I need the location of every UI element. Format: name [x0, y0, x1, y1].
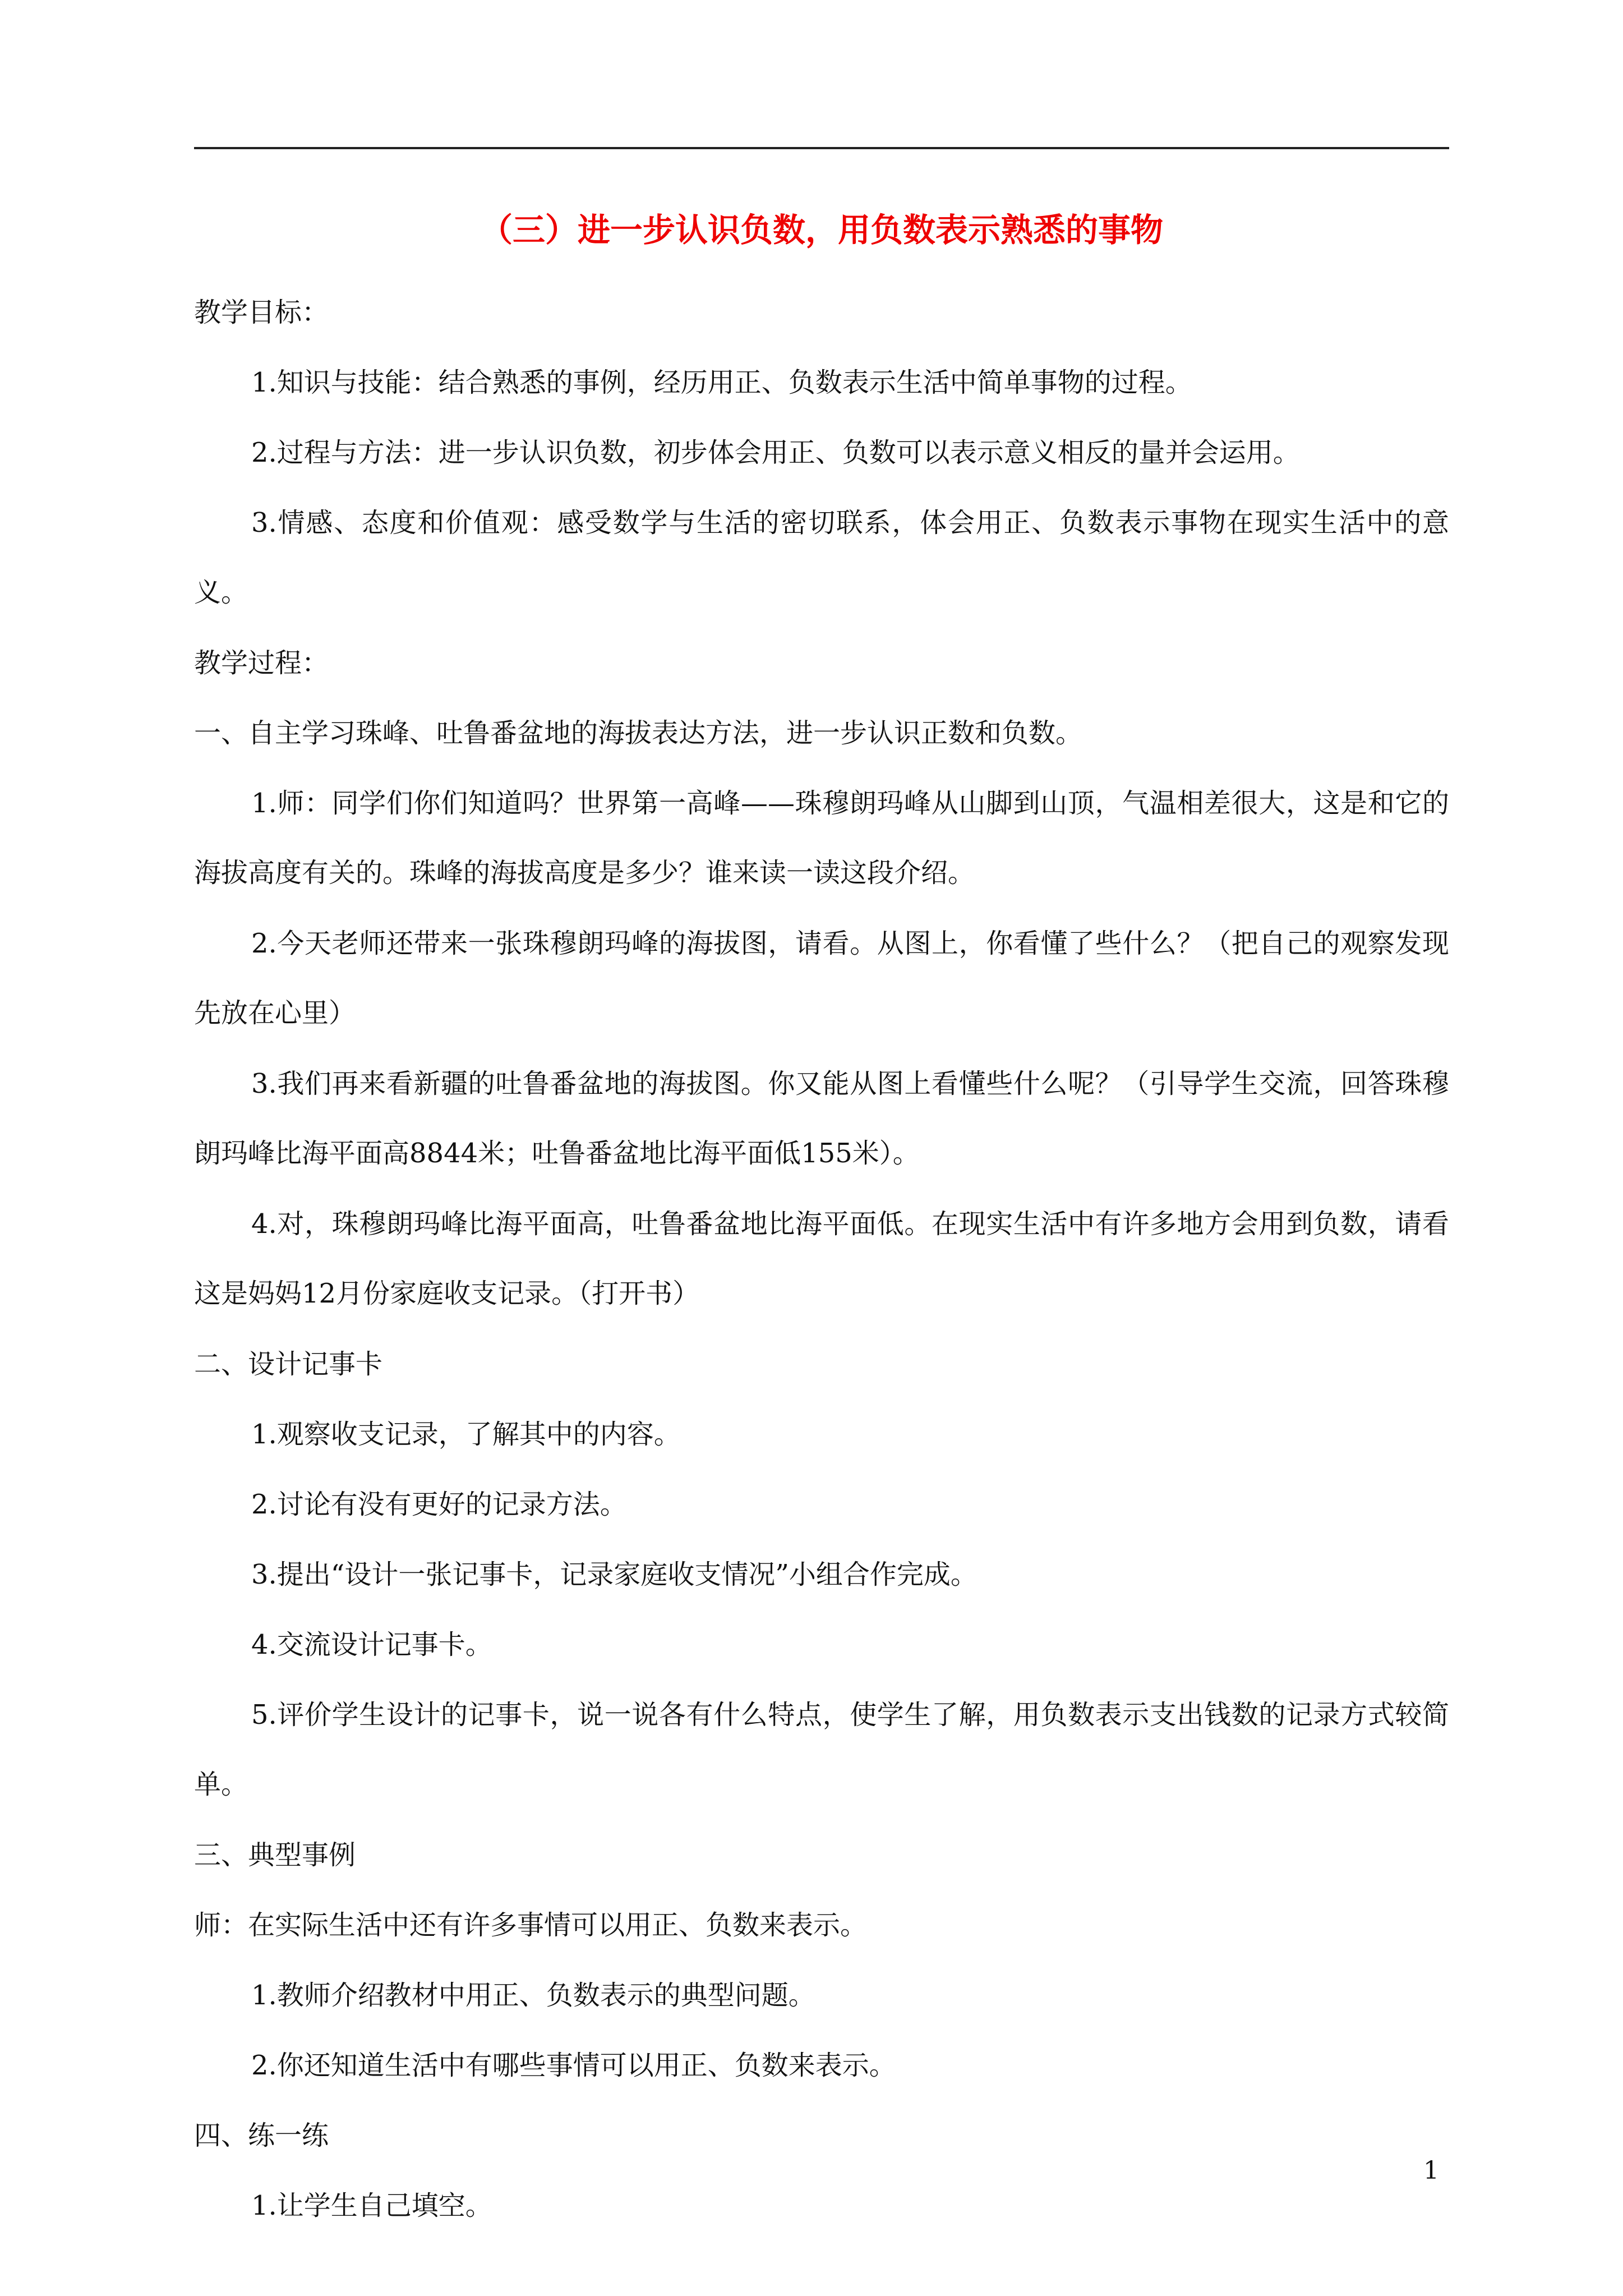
part-1-item-1: 1.师：同学们你们知道吗？世界第一高峰——珠穆朗玛峰从山脚到山顶，气温相差很大，这是和它的海拔高度有关的。珠峰的海拔高度是多少？谁来读一读这段介绍。	[194, 788, 1449, 889]
part-3-item-1: 1.教师介绍教材中用正、负数表示的典型问题。	[251, 1980, 815, 2011]
page-number: 1	[1423, 2156, 1439, 2185]
section-heading-part-4: 四、练一练	[194, 2120, 329, 2151]
part-3-intro: 师：在实际生活中还有许多事情可以用正、负数来表示。	[194, 1910, 868, 1941]
part-2-item-2: 2.讨论有没有更好的记录方法。	[251, 1489, 627, 1520]
part-2-item-5: 5.评价学生设计的记事卡，说一说各有什么特点，使学生了解，用负数表示支出钱数的记录方式较简单。	[194, 1699, 1449, 1800]
part-2-item-4: 4.交流设计记事卡。	[251, 1629, 492, 1660]
header-rule	[194, 147, 1449, 149]
part-2-item-1: 1.观察收支记录，了解其中的内容。	[251, 1419, 681, 1450]
section-heading-part-3: 三、典型事例	[194, 1839, 356, 1871]
part-1-item-2: 2.今天老师还带来一张珠穆朗玛峰的海拔图，请看。从图上，你看懂了些什么？（把自己的观察发现先放在心里）	[194, 928, 1449, 1029]
part-1-item-4: 4.对，珠穆朗玛峰比海平面高，吐鲁番盆地比海平面低。在现实生活中有许多地方会用到负数，请看这是妈妈12月份家庭收支记录。（打开书）	[194, 1208, 1449, 1309]
document-title: （三）进一步认识负数，用负数表示熟悉的事物	[479, 211, 1163, 249]
part-2-item-3: 3.提出“设计一张记事卡，记录家庭收支情况”小组合作完成。	[251, 1559, 978, 1590]
section-heading-objectives: 教学目标：	[194, 297, 329, 328]
objective-1: 1.知识与技能：结合熟悉的事例，经历用正、负数表示生活中简单事物的过程。	[251, 367, 1192, 398]
section-heading-part-1: 一、自主学习珠峰、吐鲁番盆地的海拔表达方法，进一步认识正数和负数。	[194, 717, 1083, 749]
objective-3: 3.情感、态度和价值观：感受数学与生活的密切联系，体会用正、负数表示事物在现实生活中的意义。	[194, 507, 1449, 608]
part-1-item-3: 3.我们再来看新疆的吐鲁番盆地的海拔图。你又能从图上看懂些什么呢？（引导学生交流，回答珠穆朗玛峰比海平面高8844米；吐鲁番盆地比海平面低155米）。	[194, 1068, 1449, 1169]
objective-2: 2.过程与方法：进一步认识负数，初步体会用正、负数可以表示意义相反的量并会运用。	[251, 437, 1300, 468]
section-heading-part-2: 二、设计记事卡	[194, 1349, 383, 1380]
section-heading-process: 教学过程：	[194, 647, 329, 679]
part-4-item-1: 1.让学生自己填空。	[251, 2190, 492, 2221]
part-3-item-2: 2.你还知道生活中有哪些事情可以用正、负数来表示。	[251, 2050, 896, 2081]
